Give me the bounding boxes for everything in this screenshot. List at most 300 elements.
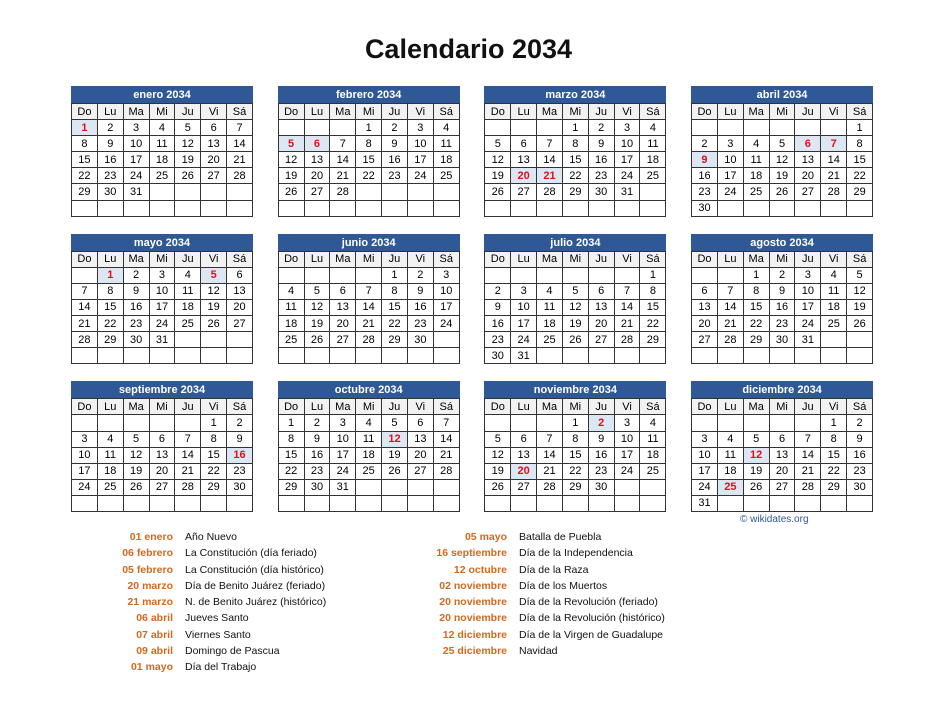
day-cell[interactable]: 18 — [356, 447, 382, 463]
day-cell[interactable]: 12 — [201, 283, 227, 299]
day-cell[interactable]: 30 — [769, 332, 795, 348]
day-cell[interactable]: 28 — [821, 184, 847, 200]
day-cell[interactable]: 31 — [692, 495, 718, 511]
day-cell[interactable]: 24 — [795, 316, 821, 332]
day-cell[interactable]: 2 — [382, 120, 408, 136]
day-cell[interactable]: 12 — [175, 136, 201, 152]
day-cell[interactable]: 2 — [769, 267, 795, 283]
day-cell[interactable]: 24 — [692, 479, 718, 495]
day-cell[interactable]: 24 — [149, 316, 175, 332]
day-cell[interactable]: 26 — [562, 332, 588, 348]
day-cell[interactable]: 5 — [382, 415, 408, 431]
day-cell[interactable]: 21 — [795, 463, 821, 479]
day-cell[interactable]: 28 — [330, 184, 356, 200]
day-cell[interactable]: 5 — [743, 431, 769, 447]
day-cell[interactable]: 7 — [537, 136, 563, 152]
day-cell[interactable]: 26 — [304, 332, 330, 348]
day-cell[interactable]: 31 — [614, 184, 640, 200]
day-cell[interactable]: 22 — [821, 463, 847, 479]
day-cell[interactable]: 25 — [537, 332, 563, 348]
day-cell[interactable]: 29 — [278, 479, 304, 495]
day-cell[interactable]: 28 — [537, 479, 563, 495]
day-cell[interactable]: 20 — [588, 316, 614, 332]
day-cell[interactable]: 11 — [640, 431, 666, 447]
day-cell[interactable]: 15 — [562, 152, 588, 168]
day-cell[interactable]: 9 — [304, 431, 330, 447]
day-cell[interactable]: 16 — [588, 152, 614, 168]
day-cell[interactable]: 15 — [278, 447, 304, 463]
day-cell[interactable]: 1 — [356, 120, 382, 136]
day-cell[interactable]: 13 — [511, 152, 537, 168]
day-cell[interactable]: 27 — [330, 332, 356, 348]
day-cell[interactable]: 10 — [407, 136, 433, 152]
day-cell[interactable]: 9 — [97, 136, 123, 152]
day-cell[interactable]: 6 — [588, 283, 614, 299]
day-cell[interactable]: 19 — [382, 447, 408, 463]
day-cell[interactable]: 30 — [97, 184, 123, 200]
day-cell[interactable]: 3 — [614, 415, 640, 431]
day-cell[interactable]: 14 — [537, 152, 563, 168]
day-cell[interactable]: 30 — [847, 479, 873, 495]
day-cell[interactable]: 19 — [201, 299, 227, 315]
day-cell[interactable]: 8 — [72, 136, 98, 152]
day-cell[interactable]: 29 — [847, 184, 873, 200]
day-cell[interactable]: 6 — [511, 136, 537, 152]
day-cell[interactable]: 7 — [330, 136, 356, 152]
day-cell[interactable]: 4 — [356, 415, 382, 431]
day-cell[interactable]: 1 — [278, 415, 304, 431]
holiday-day-cell[interactable]: 21 — [537, 168, 563, 184]
day-cell[interactable]: 25 — [97, 479, 123, 495]
day-cell[interactable]: 22 — [562, 168, 588, 184]
day-cell[interactable]: 28 — [795, 479, 821, 495]
day-cell[interactable]: 25 — [640, 463, 666, 479]
day-cell[interactable]: 25 — [149, 168, 175, 184]
day-cell[interactable]: 18 — [433, 152, 459, 168]
day-cell[interactable]: 10 — [717, 152, 743, 168]
day-cell[interactable]: 31 — [795, 332, 821, 348]
day-cell[interactable]: 8 — [847, 136, 873, 152]
holiday-day-cell[interactable]: 2 — [588, 415, 614, 431]
day-cell[interactable]: 17 — [614, 447, 640, 463]
day-cell[interactable]: 6 — [201, 120, 227, 136]
day-cell[interactable]: 23 — [304, 463, 330, 479]
day-cell[interactable]: 25 — [278, 332, 304, 348]
day-cell[interactable]: 27 — [588, 332, 614, 348]
day-cell[interactable]: 27 — [511, 184, 537, 200]
day-cell[interactable]: 7 — [72, 283, 98, 299]
day-cell[interactable]: 17 — [692, 463, 718, 479]
day-cell[interactable]: 6 — [330, 283, 356, 299]
day-cell[interactable]: 2 — [847, 415, 873, 431]
day-cell[interactable]: 3 — [123, 120, 149, 136]
day-cell[interactable]: 23 — [407, 316, 433, 332]
day-cell[interactable]: 17 — [72, 463, 98, 479]
day-cell[interactable]: 5 — [485, 136, 511, 152]
day-cell[interactable]: 27 — [692, 332, 718, 348]
day-cell[interactable]: 23 — [97, 168, 123, 184]
day-cell[interactable]: 28 — [175, 479, 201, 495]
day-cell[interactable]: 17 — [717, 168, 743, 184]
day-cell[interactable]: 4 — [640, 120, 666, 136]
holiday-day-cell[interactable]: 5 — [278, 136, 304, 152]
day-cell[interactable]: 28 — [717, 332, 743, 348]
day-cell[interactable]: 25 — [743, 184, 769, 200]
day-cell[interactable]: 11 — [640, 136, 666, 152]
day-cell[interactable]: 8 — [382, 283, 408, 299]
day-cell[interactable]: 22 — [278, 463, 304, 479]
day-cell[interactable]: 15 — [201, 447, 227, 463]
day-cell[interactable]: 11 — [356, 431, 382, 447]
day-cell[interactable]: 4 — [640, 415, 666, 431]
day-cell[interactable]: 24 — [614, 168, 640, 184]
day-cell[interactable]: 9 — [769, 283, 795, 299]
day-cell[interactable]: 19 — [123, 463, 149, 479]
day-cell[interactable]: 18 — [537, 316, 563, 332]
holiday-day-cell[interactable]: 1 — [97, 267, 123, 283]
day-cell[interactable]: 25 — [356, 463, 382, 479]
day-cell[interactable]: 26 — [123, 479, 149, 495]
holiday-day-cell[interactable]: 20 — [511, 168, 537, 184]
day-cell[interactable]: 8 — [743, 283, 769, 299]
day-cell[interactable]: 13 — [407, 431, 433, 447]
day-cell[interactable]: 23 — [382, 168, 408, 184]
day-cell[interactable]: 19 — [847, 299, 873, 315]
day-cell[interactable]: 8 — [821, 431, 847, 447]
day-cell[interactable]: 28 — [537, 184, 563, 200]
day-cell[interactable]: 2 — [97, 120, 123, 136]
day-cell[interactable]: 22 — [72, 168, 98, 184]
day-cell[interactable]: 18 — [175, 299, 201, 315]
day-cell[interactable]: 16 — [97, 152, 123, 168]
day-cell[interactable]: 14 — [356, 299, 382, 315]
day-cell[interactable]: 10 — [692, 447, 718, 463]
day-cell[interactable]: 23 — [692, 184, 718, 200]
day-cell[interactable]: 29 — [562, 479, 588, 495]
day-cell[interactable]: 8 — [562, 431, 588, 447]
day-cell[interactable]: 24 — [511, 332, 537, 348]
day-cell[interactable]: 12 — [304, 299, 330, 315]
day-cell[interactable]: 9 — [123, 283, 149, 299]
day-cell[interactable]: 12 — [485, 447, 511, 463]
day-cell[interactable]: 15 — [640, 299, 666, 315]
day-cell[interactable]: 4 — [717, 431, 743, 447]
day-cell[interactable]: 10 — [330, 431, 356, 447]
day-cell[interactable]: 10 — [123, 136, 149, 152]
day-cell[interactable]: 8 — [640, 283, 666, 299]
day-cell[interactable]: 29 — [640, 332, 666, 348]
day-cell[interactable]: 17 — [330, 447, 356, 463]
day-cell[interactable]: 21 — [537, 463, 563, 479]
day-cell[interactable]: 19 — [485, 463, 511, 479]
day-cell[interactable]: 18 — [640, 152, 666, 168]
day-cell[interactable]: 29 — [821, 479, 847, 495]
day-cell[interactable]: 1 — [640, 267, 666, 283]
day-cell[interactable]: 24 — [717, 184, 743, 200]
day-cell[interactable]: 22 — [382, 316, 408, 332]
day-cell[interactable]: 13 — [511, 447, 537, 463]
day-cell[interactable]: 5 — [769, 136, 795, 152]
day-cell[interactable]: 19 — [278, 168, 304, 184]
day-cell[interactable]: 21 — [356, 316, 382, 332]
day-cell[interactable]: 9 — [407, 283, 433, 299]
day-cell[interactable]: 31 — [330, 479, 356, 495]
holiday-day-cell[interactable]: 7 — [821, 136, 847, 152]
day-cell[interactable]: 10 — [795, 283, 821, 299]
day-cell[interactable]: 4 — [821, 267, 847, 283]
day-cell[interactable]: 14 — [330, 152, 356, 168]
day-cell[interactable]: 24 — [72, 479, 98, 495]
day-cell[interactable]: 24 — [123, 168, 149, 184]
day-cell[interactable]: 4 — [175, 267, 201, 283]
day-cell[interactable]: 12 — [847, 283, 873, 299]
day-cell[interactable]: 20 — [769, 463, 795, 479]
day-cell[interactable]: 22 — [356, 168, 382, 184]
day-cell[interactable]: 29 — [201, 479, 227, 495]
day-cell[interactable]: 18 — [640, 447, 666, 463]
day-cell[interactable]: 1 — [847, 120, 873, 136]
day-cell[interactable]: 19 — [769, 168, 795, 184]
holiday-day-cell[interactable]: 25 — [717, 479, 743, 495]
day-cell[interactable]: 26 — [743, 479, 769, 495]
day-cell[interactable]: 22 — [201, 463, 227, 479]
day-cell[interactable]: 24 — [614, 463, 640, 479]
day-cell[interactable]: 7 — [356, 283, 382, 299]
day-cell[interactable]: 23 — [847, 463, 873, 479]
day-cell[interactable]: 16 — [407, 299, 433, 315]
day-cell[interactable]: 25 — [821, 316, 847, 332]
day-cell[interactable]: 9 — [382, 136, 408, 152]
day-cell[interactable]: 15 — [847, 152, 873, 168]
day-cell[interactable]: 27 — [407, 463, 433, 479]
day-cell[interactable]: 19 — [175, 152, 201, 168]
day-cell[interactable]: 5 — [175, 120, 201, 136]
day-cell[interactable]: 30 — [588, 184, 614, 200]
day-cell[interactable]: 28 — [356, 332, 382, 348]
day-cell[interactable]: 4 — [149, 120, 175, 136]
holiday-day-cell[interactable]: 1 — [72, 120, 98, 136]
day-cell[interactable]: 3 — [614, 120, 640, 136]
day-cell[interactable]: 2 — [407, 267, 433, 283]
day-cell[interactable]: 6 — [692, 283, 718, 299]
day-cell[interactable]: 7 — [795, 431, 821, 447]
day-cell[interactable]: 1 — [562, 415, 588, 431]
day-cell[interactable]: 3 — [330, 415, 356, 431]
holiday-day-cell[interactable]: 6 — [795, 136, 821, 152]
day-cell[interactable]: 3 — [407, 120, 433, 136]
day-cell[interactable]: 10 — [614, 431, 640, 447]
day-cell[interactable]: 8 — [97, 283, 123, 299]
day-cell[interactable]: 6 — [769, 431, 795, 447]
day-cell[interactable]: 1 — [201, 415, 227, 431]
day-cell[interactable]: 26 — [175, 168, 201, 184]
holiday-day-cell[interactable]: 20 — [511, 463, 537, 479]
day-cell[interactable]: 29 — [72, 184, 98, 200]
day-cell[interactable]: 19 — [743, 463, 769, 479]
day-cell[interactable]: 20 — [201, 152, 227, 168]
credit-link[interactable]: © wikidates.org — [740, 514, 809, 525]
day-cell[interactable]: 10 — [72, 447, 98, 463]
day-cell[interactable]: 7 — [433, 415, 459, 431]
day-cell[interactable]: 23 — [588, 168, 614, 184]
day-cell[interactable]: 21 — [821, 168, 847, 184]
day-cell[interactable]: 1 — [821, 415, 847, 431]
day-cell[interactable]: 14 — [795, 447, 821, 463]
day-cell[interactable]: 25 — [640, 168, 666, 184]
holiday-day-cell[interactable]: 16 — [227, 447, 253, 463]
day-cell[interactable]: 13 — [149, 447, 175, 463]
day-cell[interactable]: 18 — [278, 316, 304, 332]
day-cell[interactable]: 23 — [485, 332, 511, 348]
day-cell[interactable]: 2 — [304, 415, 330, 431]
day-cell[interactable]: 1 — [743, 267, 769, 283]
day-cell[interactable]: 14 — [717, 299, 743, 315]
day-cell[interactable]: 3 — [692, 431, 718, 447]
day-cell[interactable]: 15 — [72, 152, 98, 168]
day-cell[interactable]: 10 — [511, 299, 537, 315]
day-cell[interactable]: 25 — [175, 316, 201, 332]
day-cell[interactable]: 17 — [511, 316, 537, 332]
day-cell[interactable]: 13 — [304, 152, 330, 168]
day-cell[interactable]: 30 — [123, 332, 149, 348]
day-cell[interactable]: 9 — [847, 431, 873, 447]
day-cell[interactable]: 14 — [175, 447, 201, 463]
day-cell[interactable]: 4 — [97, 431, 123, 447]
day-cell[interactable]: 14 — [614, 299, 640, 315]
holiday-day-cell[interactable]: 12 — [382, 431, 408, 447]
day-cell[interactable]: 18 — [743, 168, 769, 184]
day-cell[interactable]: 9 — [485, 299, 511, 315]
day-cell[interactable]: 28 — [227, 168, 253, 184]
day-cell[interactable]: 21 — [614, 316, 640, 332]
day-cell[interactable]: 31 — [511, 348, 537, 364]
day-cell[interactable]: 27 — [795, 184, 821, 200]
holiday-day-cell[interactable]: 5 — [201, 267, 227, 283]
day-cell[interactable]: 15 — [382, 299, 408, 315]
day-cell[interactable]: 9 — [588, 136, 614, 152]
day-cell[interactable]: 19 — [562, 316, 588, 332]
day-cell[interactable]: 28 — [72, 332, 98, 348]
day-cell[interactable]: 6 — [511, 431, 537, 447]
day-cell[interactable]: 18 — [149, 152, 175, 168]
day-cell[interactable]: 22 — [743, 316, 769, 332]
day-cell[interactable]: 14 — [433, 431, 459, 447]
day-cell[interactable]: 19 — [304, 316, 330, 332]
day-cell[interactable]: 20 — [304, 168, 330, 184]
day-cell[interactable]: 29 — [562, 184, 588, 200]
day-cell[interactable]: 17 — [123, 152, 149, 168]
day-cell[interactable]: 17 — [149, 299, 175, 315]
day-cell[interactable]: 21 — [72, 316, 98, 332]
day-cell[interactable]: 15 — [743, 299, 769, 315]
day-cell[interactable]: 12 — [485, 152, 511, 168]
day-cell[interactable]: 17 — [407, 152, 433, 168]
day-cell[interactable]: 17 — [614, 152, 640, 168]
day-cell[interactable]: 5 — [123, 431, 149, 447]
day-cell[interactable]: 6 — [407, 415, 433, 431]
day-cell[interactable]: 16 — [382, 152, 408, 168]
day-cell[interactable]: 8 — [562, 136, 588, 152]
day-cell[interactable]: 13 — [201, 136, 227, 152]
day-cell[interactable]: 21 — [433, 447, 459, 463]
day-cell[interactable]: 3 — [717, 136, 743, 152]
day-cell[interactable]: 13 — [330, 299, 356, 315]
day-cell[interactable]: 6 — [227, 267, 253, 283]
day-cell[interactable]: 25 — [433, 168, 459, 184]
day-cell[interactable]: 3 — [72, 431, 98, 447]
day-cell[interactable]: 28 — [433, 463, 459, 479]
day-cell[interactable]: 9 — [227, 431, 253, 447]
day-cell[interactable]: 1 — [382, 267, 408, 283]
day-cell[interactable]: 24 — [330, 463, 356, 479]
day-cell[interactable]: 22 — [97, 316, 123, 332]
day-cell[interactable]: 27 — [149, 479, 175, 495]
day-cell[interactable]: 27 — [511, 479, 537, 495]
day-cell[interactable]: 26 — [382, 463, 408, 479]
day-cell[interactable]: 11 — [537, 299, 563, 315]
day-cell[interactable]: 20 — [407, 447, 433, 463]
day-cell[interactable]: 2 — [692, 136, 718, 152]
day-cell[interactable]: 13 — [795, 152, 821, 168]
day-cell[interactable]: 7 — [175, 431, 201, 447]
day-cell[interactable]: 15 — [821, 447, 847, 463]
day-cell[interactable]: 16 — [692, 168, 718, 184]
day-cell[interactable]: 10 — [433, 283, 459, 299]
day-cell[interactable]: 14 — [227, 136, 253, 152]
day-cell[interactable]: 13 — [227, 283, 253, 299]
day-cell[interactable]: 21 — [227, 152, 253, 168]
day-cell[interactable]: 17 — [795, 299, 821, 315]
day-cell[interactable]: 2 — [588, 120, 614, 136]
day-cell[interactable]: 29 — [382, 332, 408, 348]
day-cell[interactable]: 17 — [433, 299, 459, 315]
day-cell[interactable]: 20 — [330, 316, 356, 332]
day-cell[interactable]: 23 — [123, 316, 149, 332]
day-cell[interactable]: 26 — [847, 316, 873, 332]
day-cell[interactable]: 30 — [588, 479, 614, 495]
day-cell[interactable]: 27 — [304, 184, 330, 200]
day-cell[interactable]: 1 — [562, 120, 588, 136]
day-cell[interactable]: 14 — [72, 299, 98, 315]
day-cell[interactable]: 11 — [278, 299, 304, 315]
day-cell[interactable]: 5 — [562, 283, 588, 299]
day-cell[interactable]: 7 — [614, 283, 640, 299]
day-cell[interactable]: 7 — [717, 283, 743, 299]
day-cell[interactable]: 26 — [278, 184, 304, 200]
day-cell[interactable]: 31 — [123, 184, 149, 200]
day-cell[interactable]: 18 — [97, 463, 123, 479]
day-cell[interactable]: 12 — [769, 152, 795, 168]
day-cell[interactable]: 29 — [743, 332, 769, 348]
day-cell[interactable]: 13 — [588, 299, 614, 315]
day-cell[interactable]: 4 — [278, 283, 304, 299]
day-cell[interactable]: 30 — [485, 348, 511, 364]
day-cell[interactable]: 20 — [149, 463, 175, 479]
day-cell[interactable]: 27 — [769, 479, 795, 495]
day-cell[interactable]: 5 — [847, 267, 873, 283]
day-cell[interactable]: 22 — [640, 316, 666, 332]
day-cell[interactable]: 2 — [227, 415, 253, 431]
day-cell[interactable]: 26 — [201, 316, 227, 332]
day-cell[interactable]: 5 — [485, 431, 511, 447]
day-cell[interactable]: 8 — [278, 431, 304, 447]
day-cell[interactable]: 21 — [330, 168, 356, 184]
day-cell[interactable]: 11 — [821, 283, 847, 299]
day-cell[interactable]: 11 — [717, 447, 743, 463]
day-cell[interactable]: 18 — [821, 299, 847, 315]
day-cell[interactable]: 27 — [227, 316, 253, 332]
day-cell[interactable]: 9 — [588, 431, 614, 447]
